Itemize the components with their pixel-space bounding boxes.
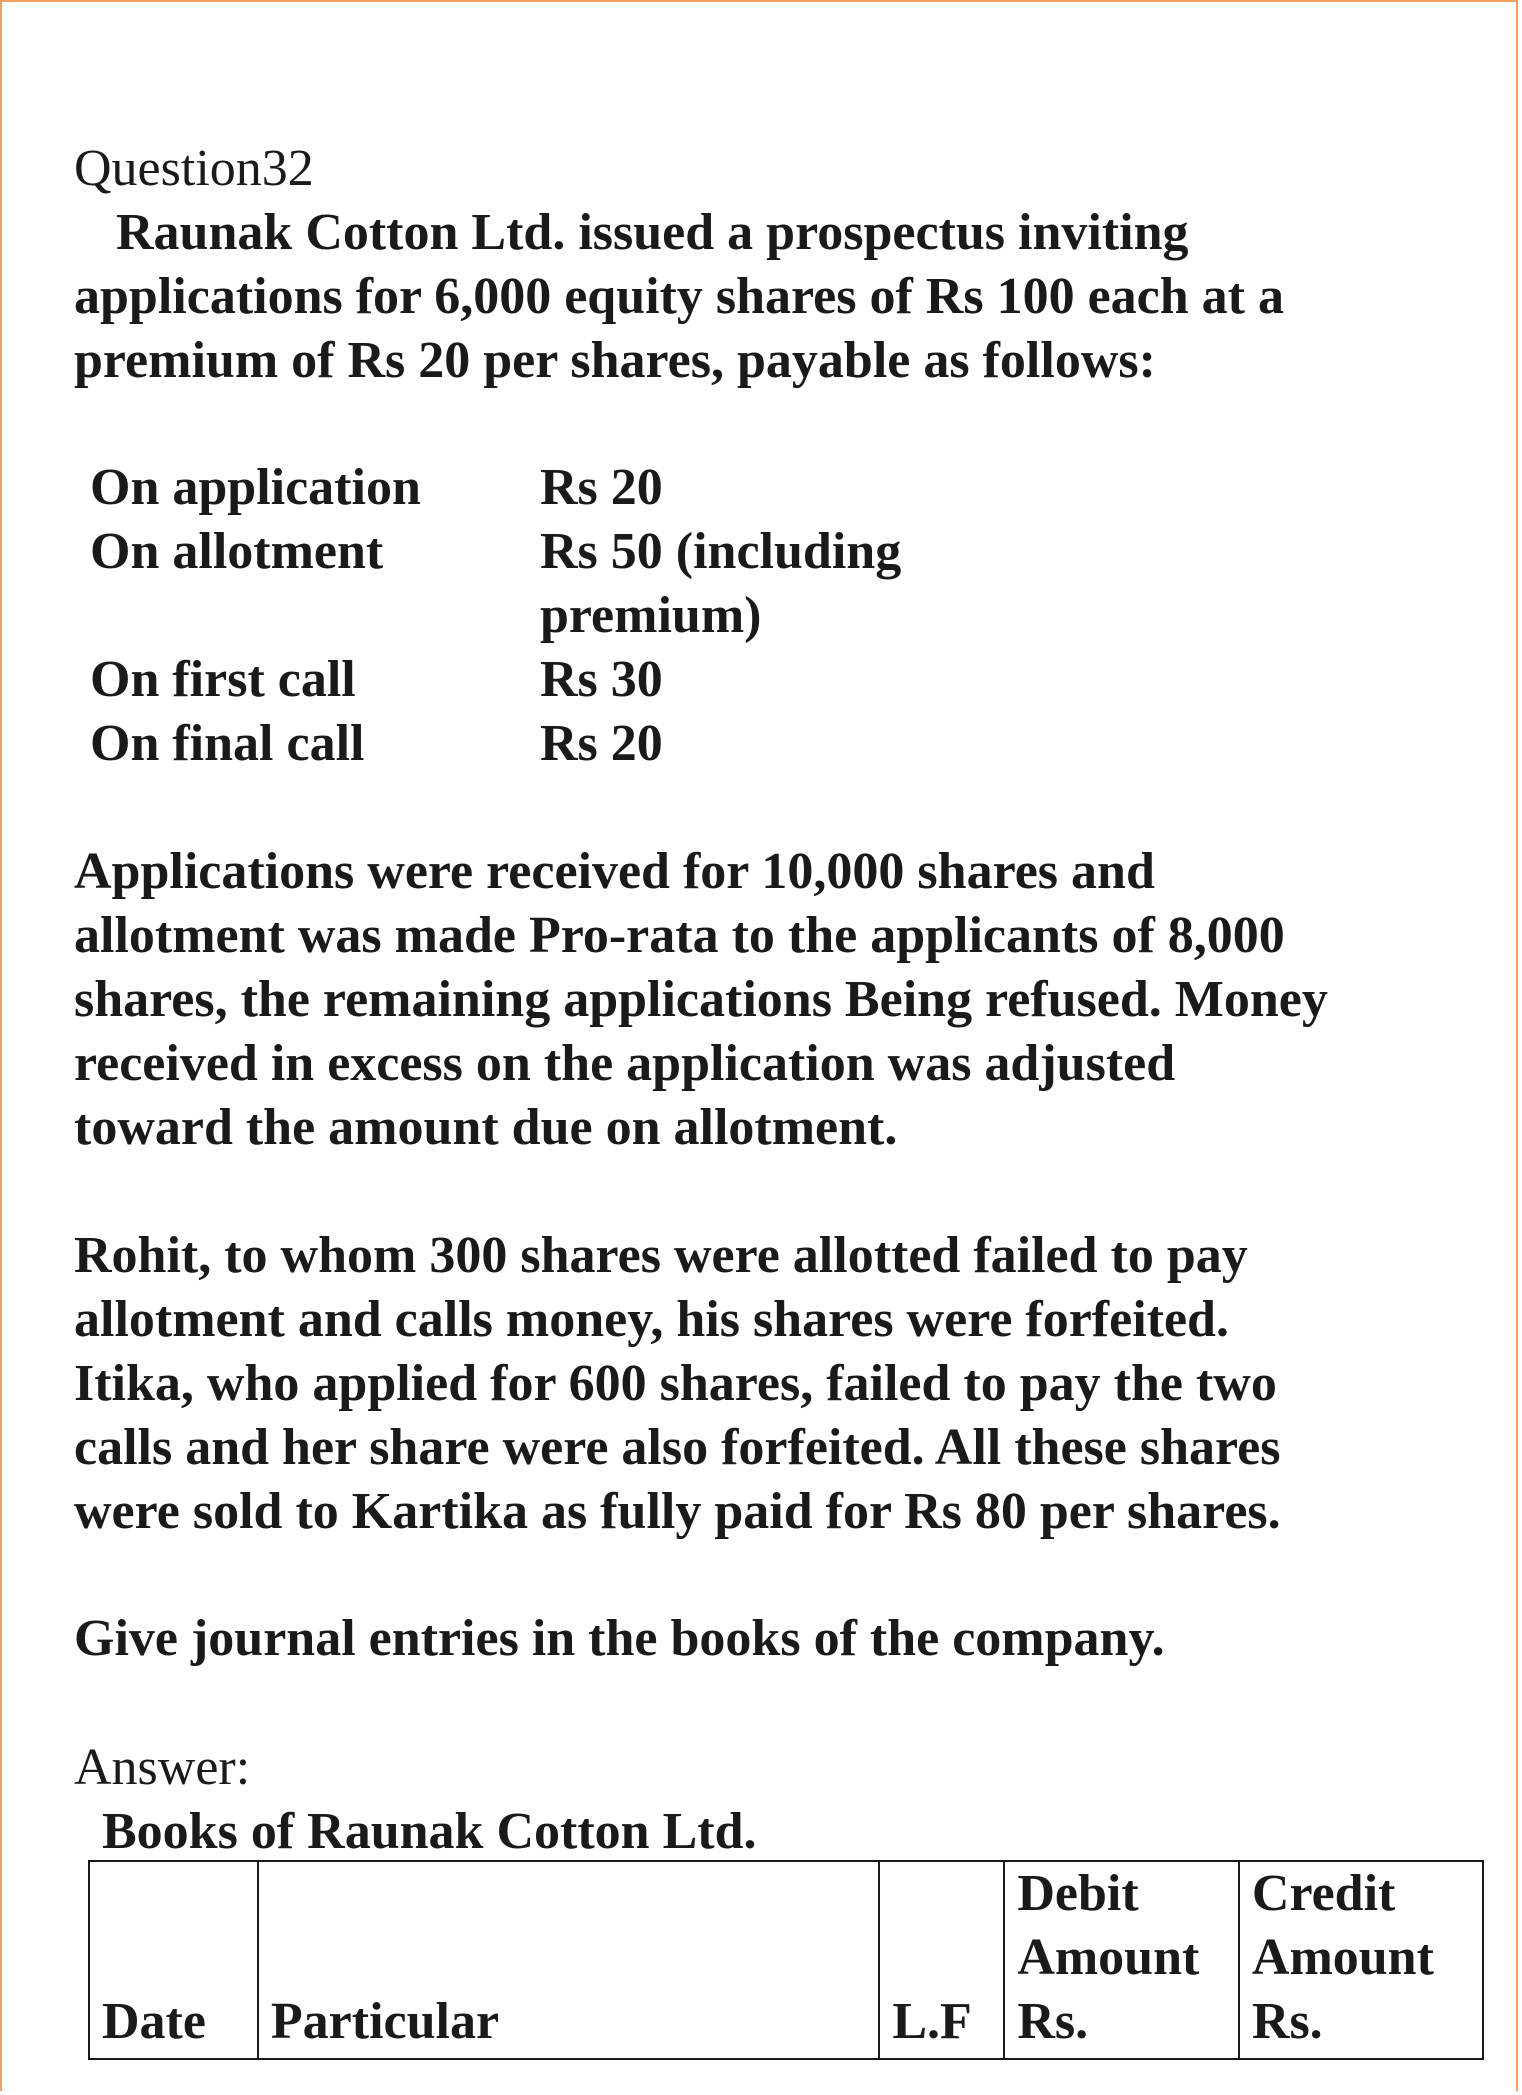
header-credit-line: Amount <box>1251 1929 1434 1986</box>
paragraph-line: shares, the remaining applications Being refused. Money <box>74 971 1328 1028</box>
paragraph-line: Itika, who applied for 600 shares, failed to pay the two <box>74 1355 1277 1412</box>
header-particular: Particular <box>258 1861 879 2059</box>
term-label: On first call <box>90 651 356 708</box>
paragraph-line: were sold to Kartika as fully paid for Rs 80 per shares. <box>74 1483 1281 1540</box>
term-value <box>540 520 960 648</box>
header-date: Date <box>89 1861 258 2059</box>
intro-line: applications for 6,000 equity shares of Rs 100 each at a <box>74 268 1284 325</box>
header-lf: L.F <box>879 1861 1004 2059</box>
term-value <box>540 712 960 776</box>
journal-table <box>88 1860 1484 2060</box>
paragraph-line: allotment was made Pro-rata to the applicants of 8,000 <box>74 907 1285 964</box>
term-value-line: Rs 30 <box>540 651 663 708</box>
term-label: On final call <box>90 715 365 772</box>
intro-line: premium of Rs 20 per shares, payable as follows: <box>74 332 1156 389</box>
term-value-line: Rs 20 <box>540 459 663 516</box>
paragraph-line: received in excess on the application was adjusted <box>74 1035 1176 1092</box>
term-value-line: premium) <box>540 587 762 644</box>
paragraph-line: allotment and calls money, his shares were forfeited. <box>74 1291 1229 1348</box>
header-credit-line: Rs. <box>1251 1993 1323 2050</box>
header-credit <box>1239 1861 1483 2059</box>
paragraph-line: toward the amount due on allotment. <box>74 1099 898 1156</box>
applications-paragraph <box>74 840 1328 1160</box>
header-debit <box>1004 1861 1239 2059</box>
instruction-text: Give journal entries in the books of the company. <box>74 1610 1165 1667</box>
term-value <box>540 456 960 520</box>
term-label: On allotment <box>90 523 384 580</box>
intro-line: Raunak Cotton Ltd. issued a prospectus inviting <box>116 204 1189 261</box>
payment-terms <box>90 456 960 776</box>
term-value <box>540 648 960 712</box>
term-value-line: Rs 20 <box>540 715 663 772</box>
term-row <box>90 648 960 712</box>
header-debit-line: Amount <box>1017 1929 1200 1986</box>
term-label: On application <box>90 459 421 516</box>
question-title: Question32 <box>74 140 314 197</box>
question-intro <box>74 201 1284 393</box>
term-row <box>90 520 960 648</box>
term-row <box>90 456 960 520</box>
header-debit-line: Rs. <box>1017 1993 1089 2050</box>
term-row <box>90 712 960 776</box>
term-value-line: Rs 50 (including <box>540 523 902 580</box>
paragraph-line: calls and her share were also forfeited. All these shares <box>74 1419 1281 1476</box>
header-debit-line: Debit <box>1017 1865 1139 1922</box>
journal-header-row <box>89 1861 1483 2059</box>
header-credit-line: Credit <box>1251 1865 1396 1922</box>
books-title: Books of Raunak Cotton Ltd. <box>102 1803 757 1860</box>
paragraph-line: Applications were received for 10,000 shares and <box>74 843 1155 900</box>
forfeiture-paragraph <box>74 1224 1281 1544</box>
paragraph-line: Rohit, to whom 300 shares were allotted failed to pay <box>74 1227 1248 1284</box>
answer-label: Answer: <box>74 1739 251 1796</box>
